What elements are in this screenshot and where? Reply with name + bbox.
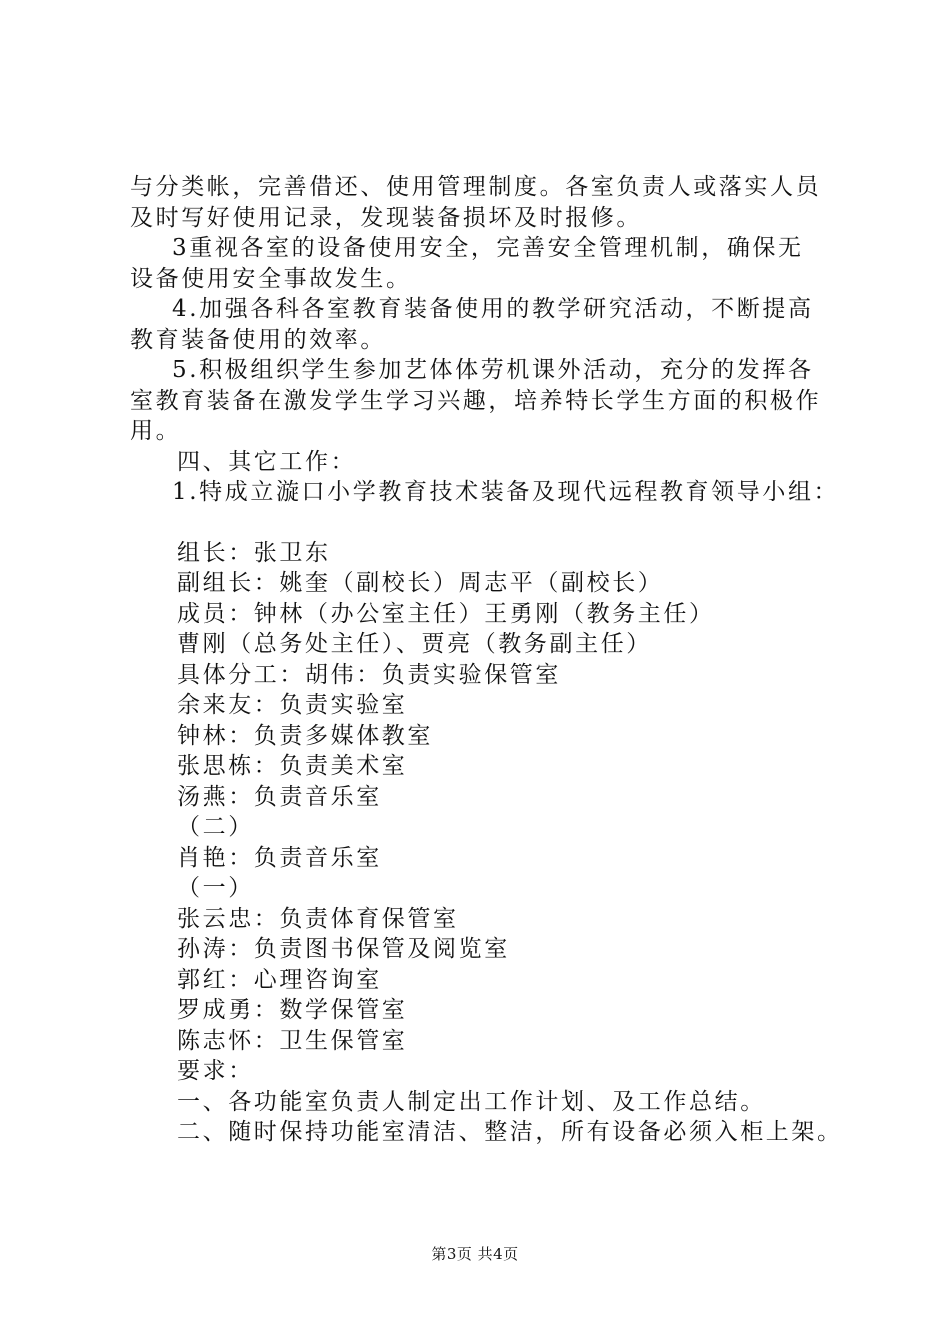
paragraph-line: 设备使用安全事故发生。: [130, 265, 412, 292]
list-item: 余来友：负责实验室: [177, 692, 408, 718]
paragraph-line: 与分类帐，完善借还、使用管理制度。各室负责人或落实人员: [130, 174, 822, 200]
list-item: 一、各功能室负责人制定出工作计划、及工作总结。: [177, 1088, 766, 1115]
list-item: 张云忠：负责体育保管室: [177, 905, 459, 932]
list-item: （二）: [177, 814, 254, 840]
page-number-footer: 第3页 共4页: [431, 1245, 519, 1263]
section-heading: 四、其它工作：: [177, 448, 357, 475]
paragraph-line: 3重视各室的设备使用安全，完善安全管理机制，确保无: [172, 235, 804, 261]
paragraph-line: 教育装备使用的效率。: [130, 326, 386, 353]
paragraph-line: 4.加强各科各室教育装备使用的教学研究活动，不断提高: [172, 296, 814, 322]
paragraph-line: 用。: [130, 418, 182, 444]
list-item: 郭红：心理咨询室: [177, 966, 382, 993]
list-item: 汤燕：负责音乐室: [177, 783, 382, 810]
list-item: 成员：钟林（办公室主任）王勇刚（教务主任）: [177, 600, 715, 627]
list-item: 陈志怀：卫生保管室: [177, 1027, 408, 1054]
list-item: 副组长：姚奎（副校长）周志平（副校长）: [177, 570, 664, 596]
list-item: 要求：: [177, 1058, 254, 1084]
list-item: 孙涛：负责图书保管及阅览室: [177, 936, 510, 962]
list-item: 组长：张卫东: [177, 539, 331, 566]
list-item: （一）: [177, 875, 254, 901]
list-item: 张思栋：负责美术室: [177, 753, 408, 779]
blank-line: [130, 508, 830, 538]
list-item: 曹刚（总务处主任）、贾亮（教务副主任）: [177, 631, 652, 657]
document-body: [130, 172, 843, 1148]
list-item: 罗成勇：数学保管室: [177, 997, 408, 1023]
paragraph-line: 5.积极组织学生参加艺体体劳机课外活动，充分的发挥各: [172, 357, 814, 383]
paragraph-line: 室教育装备在激发学生学习兴趣，培养特长学生方面的积极作: [130, 387, 822, 414]
list-item: 二、随时保持功能室清洁、整洁，所有设备必须入柜上架。: [177, 1119, 843, 1145]
paragraph-line: 1.特成立漩口小学教育技术装备及现代远程教育领导小组：: [172, 479, 840, 505]
list-item: 钟林：负责多媒体教室: [177, 722, 433, 749]
paragraph-line: 及时写好使用记录，发现装备损坏及时报修。: [130, 204, 642, 231]
list-item: 肖艳：负责音乐室: [177, 844, 382, 871]
list-item: 具体分工：胡伟：负责实验保管室: [177, 661, 561, 688]
